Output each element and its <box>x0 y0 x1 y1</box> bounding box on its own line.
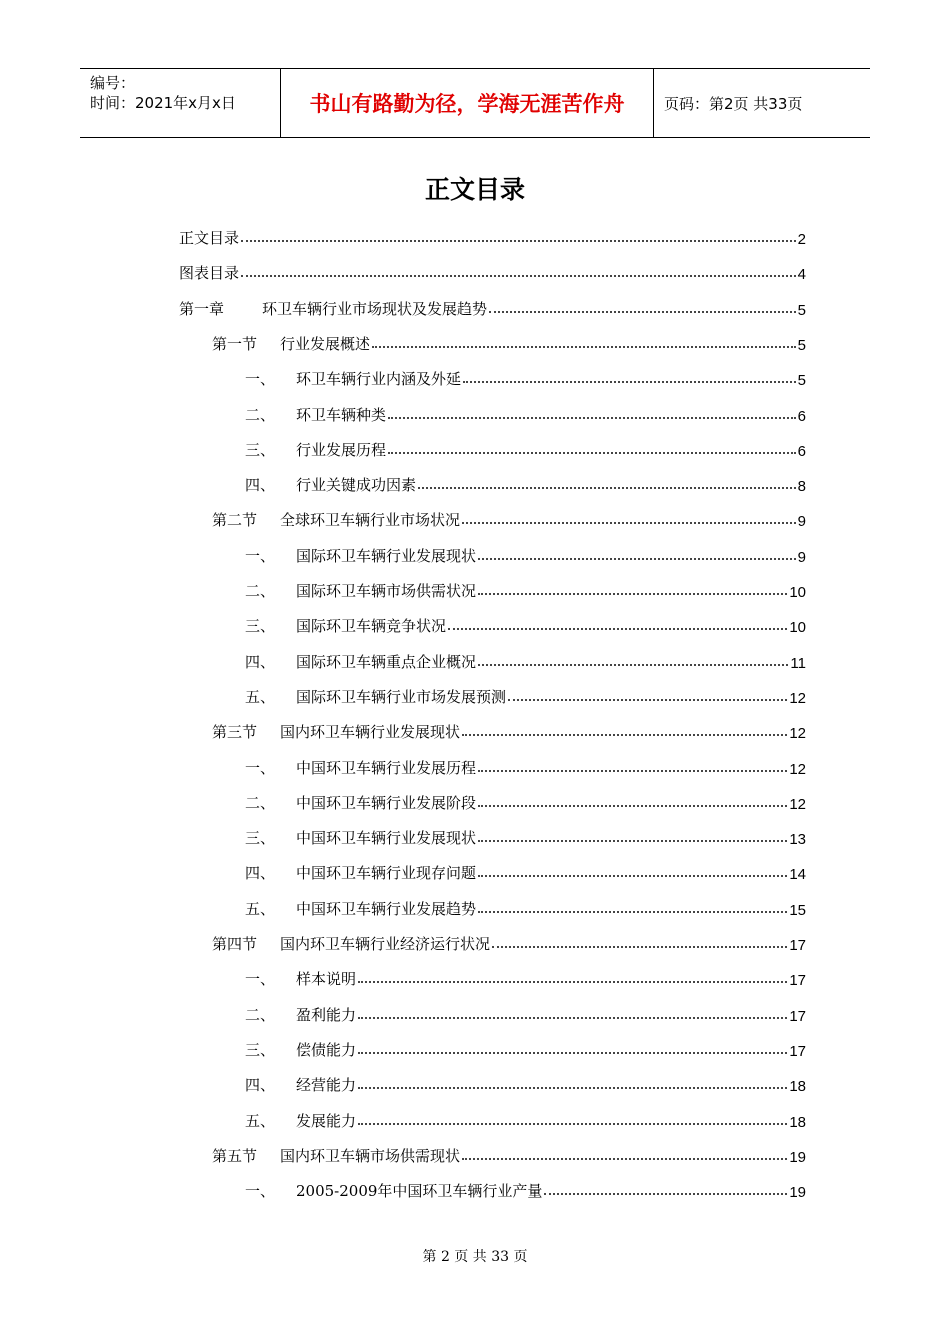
toc-entry-page: 2 <box>797 231 806 248</box>
toc-entry[interactable] <box>245 895 806 919</box>
toc-entry-number: 四、 <box>245 864 276 883</box>
toc-entry-title: 发展能力 <box>296 1111 357 1130</box>
toc-entry-page: 15 <box>789 901 806 919</box>
toc-entry-number: 三、 <box>245 617 276 636</box>
toc-entry-page: 19 <box>789 1148 806 1166</box>
toc-entry-page: 17 <box>789 1007 806 1025</box>
header-meta <box>80 69 281 137</box>
toc-entry-page: 6 <box>797 407 806 425</box>
toc-leader-dots <box>358 1086 787 1089</box>
toc-entry-title: 中国环卫车辆行业现存问题 <box>296 864 477 883</box>
doc-date: 时间：2021年x月x日 <box>90 94 236 112</box>
toc-entry-number: 四、 <box>245 1076 276 1095</box>
toc-entry-number: 三、 <box>245 1040 276 1059</box>
toc-entry-number: 第五节 <box>212 1146 258 1165</box>
toc-entry-page: 19 <box>789 1184 806 1202</box>
toc-entry-number: 第四节 <box>212 935 258 953</box>
toc-entry-page: 4 <box>797 266 806 284</box>
toc-entry-title: 国际环卫车辆行业发展现状 <box>296 546 477 565</box>
toc-entry-title: 国内环卫车辆行业发展现状 <box>280 723 461 742</box>
page-header <box>80 68 870 138</box>
toc-entry-number: 一、 <box>245 970 276 989</box>
toc-entry[interactable] <box>179 259 806 283</box>
toc-leader-dots <box>241 239 796 242</box>
toc-entry[interactable] <box>212 718 806 742</box>
header-motto: 书山有路勤为径，学海无涯苦作舟 <box>281 69 654 137</box>
toc-leader-dots <box>448 627 787 630</box>
toc-leader-dots <box>418 486 796 489</box>
page-title: 正文目录 <box>424 175 525 204</box>
toc-entry-title: 行业发展概述 <box>280 334 371 353</box>
toc-entry-title: 经营能力 <box>296 1076 357 1095</box>
page-footer: 第 2 页 共 33 页 <box>422 1249 528 1265</box>
toc-entry-page: 6 <box>797 442 806 460</box>
toc-entry-page: 8 <box>797 478 806 496</box>
toc-entry-title: 国际环卫车辆重点企业概况 <box>296 652 477 671</box>
toc-entry-page: 9 <box>797 513 806 531</box>
toc-entry[interactable] <box>245 436 806 460</box>
toc-entry-page: 12 <box>789 689 806 707</box>
toc-entry-page: 12 <box>789 725 806 743</box>
toc-entry-page: 12 <box>789 760 806 778</box>
toc-leader-dots <box>478 769 787 772</box>
toc-entry[interactable] <box>179 295 806 319</box>
toc-entry[interactable] <box>212 506 806 530</box>
toc-entry-page: 18 <box>789 1078 806 1096</box>
toc-entry[interactable] <box>245 577 806 601</box>
toc-entry-title: 环卫车辆种类 <box>296 405 387 424</box>
toc-leader-dots <box>489 310 796 313</box>
toc-leader-dots <box>358 1051 787 1054</box>
toc-entry-number: 三、 <box>245 440 276 459</box>
toc-entry-number: 第二节 <box>212 511 258 530</box>
toc-leader-dots <box>462 521 796 524</box>
toc-entry[interactable] <box>245 542 806 566</box>
toc-entry-page: 10 <box>789 619 806 637</box>
toc-entry-number: 第三节 <box>212 723 258 742</box>
toc-entry-title: 行业发展历程 <box>296 440 387 459</box>
toc-leader-dots <box>544 1192 787 1195</box>
toc-entry-number: 二、 <box>245 793 276 812</box>
toc-entry-page: 5 <box>797 336 806 354</box>
toc-leader-dots <box>358 980 787 983</box>
toc-entry-number: 二、 <box>245 1005 276 1024</box>
toc-entry-page: 17 <box>789 1042 806 1060</box>
toc-leader-dots <box>388 416 796 419</box>
toc-leader-dots <box>478 874 787 877</box>
toc-entry-title: 图表目录 <box>179 264 240 283</box>
toc-entry[interactable] <box>245 401 806 425</box>
toc-leader-dots <box>463 380 796 383</box>
toc-entry-number: 三、 <box>245 829 276 848</box>
toc-entry-title: 偿债能力 <box>296 1040 357 1059</box>
toc-entry-number: 一、 <box>245 370 276 389</box>
toc-leader-dots <box>462 733 787 736</box>
toc-entry-title: 盈利能力 <box>296 1005 357 1024</box>
toc-entry[interactable] <box>212 930 806 954</box>
toc-entry[interactable] <box>179 224 806 248</box>
toc-entry-title: 中国环卫车辆行业发展趋势 <box>296 899 477 918</box>
toc-entry-number: 第一节 <box>212 334 258 353</box>
toc-entry-page: 12 <box>789 795 806 813</box>
toc-entry-number: 二、 <box>245 405 276 424</box>
toc-entry-title: 中国环卫车辆行业发展现状 <box>296 829 477 848</box>
toc-entry[interactable] <box>212 330 806 354</box>
toc-entry[interactable] <box>245 612 806 636</box>
toc-entry-number: 二、 <box>245 582 276 600</box>
toc-entry[interactable] <box>245 471 806 495</box>
toc-leader-dots <box>508 698 787 701</box>
toc-entry-page: 17 <box>789 972 806 990</box>
toc-entry-title: 中国环卫车辆行业发展阶段 <box>296 793 477 812</box>
toc-entry-number: 五、 <box>245 899 276 918</box>
toc-entry[interactable] <box>245 1107 806 1131</box>
toc-entry-title: 全球环卫车辆行业市场状况 <box>280 511 461 530</box>
toc-entry[interactable] <box>245 965 806 989</box>
toc-entry-page: 5 <box>797 301 806 319</box>
toc-entry-page: 9 <box>797 548 806 566</box>
toc-leader-dots <box>358 1016 787 1019</box>
toc-entry[interactable] <box>245 1036 806 1060</box>
toc-entry-title: 环卫车辆行业内涵及外延 <box>296 370 462 389</box>
header-page-info: 页码：第2页 共33页 <box>664 94 803 113</box>
toc-entry-title: 中国环卫车辆行业发展历程 <box>296 758 477 777</box>
toc-entry-number: 四、 <box>245 652 276 671</box>
toc-entry[interactable] <box>245 824 806 848</box>
toc-entry-number: 第一章 <box>179 299 225 318</box>
toc-entry[interactable] <box>212 1142 806 1166</box>
toc-entry-title: 国际环卫车辆市场供需状况 <box>296 582 477 600</box>
toc-entry[interactable] <box>245 1001 806 1025</box>
toc-entry-title: 样本说明 <box>296 970 357 989</box>
toc-entry[interactable] <box>245 754 806 778</box>
doc-number-label: 编号： <box>90 74 136 92</box>
toc-entry-page: 14 <box>789 866 806 884</box>
toc-leader-dots <box>492 945 787 948</box>
toc-entry[interactable] <box>245 789 806 813</box>
toc-entry-title: 行业关键成功因素 <box>296 476 417 495</box>
toc-leader-dots <box>372 345 796 348</box>
toc-entry-title: 国内环卫车辆行业经济运行状况 <box>280 935 491 953</box>
toc-entry-page: 11 <box>790 654 806 672</box>
toc-leader-dots <box>388 451 796 454</box>
toc-entry-page: 17 <box>789 937 806 954</box>
toc-entry-number: 四、 <box>245 476 276 495</box>
toc-entry-number: 一、 <box>245 1182 276 1201</box>
toc-entry-number: 五、 <box>245 687 276 706</box>
toc-leader-dots <box>478 592 787 595</box>
toc-leader-dots <box>478 910 787 913</box>
toc-entry-page: 18 <box>789 1113 806 1131</box>
toc-leader-dots <box>478 557 796 560</box>
toc-entry-number: 五、 <box>245 1111 276 1130</box>
toc-entry-title: 正文目录 <box>179 229 240 247</box>
toc-entry-page: 10 <box>789 584 806 601</box>
toc-entry[interactable] <box>245 365 806 389</box>
toc-leader-dots <box>241 274 796 277</box>
toc-leader-dots <box>358 1122 787 1125</box>
toc-entry-page: 13 <box>789 831 806 849</box>
toc-entry[interactable] <box>245 859 806 883</box>
toc-entry-title: 国内环卫车辆市场供需现状 <box>280 1146 461 1165</box>
toc-leader-dots <box>478 663 788 666</box>
toc-entry-title: 国际环卫车辆行业市场发展预测 <box>296 687 507 706</box>
toc-entry-title: 环卫车辆行业市场现状及发展趋势 <box>262 299 488 318</box>
toc-entry-title: 2005-2009年中国环卫车辆行业产量 <box>296 1182 543 1201</box>
toc-entry[interactable] <box>245 683 806 707</box>
toc-entry-title: 国际环卫车辆竞争状况 <box>296 617 447 636</box>
toc-leader-dots <box>478 839 787 842</box>
toc-entry-number: 一、 <box>245 546 276 565</box>
toc-entry[interactable] <box>245 648 806 672</box>
toc-entry[interactable] <box>245 1177 806 1201</box>
toc-entry-number: 一、 <box>245 758 276 777</box>
toc-leader-dots <box>462 1157 787 1160</box>
toc-entry[interactable] <box>245 1071 806 1095</box>
toc-leader-dots <box>478 804 787 807</box>
toc-entry-page: 5 <box>797 372 806 390</box>
